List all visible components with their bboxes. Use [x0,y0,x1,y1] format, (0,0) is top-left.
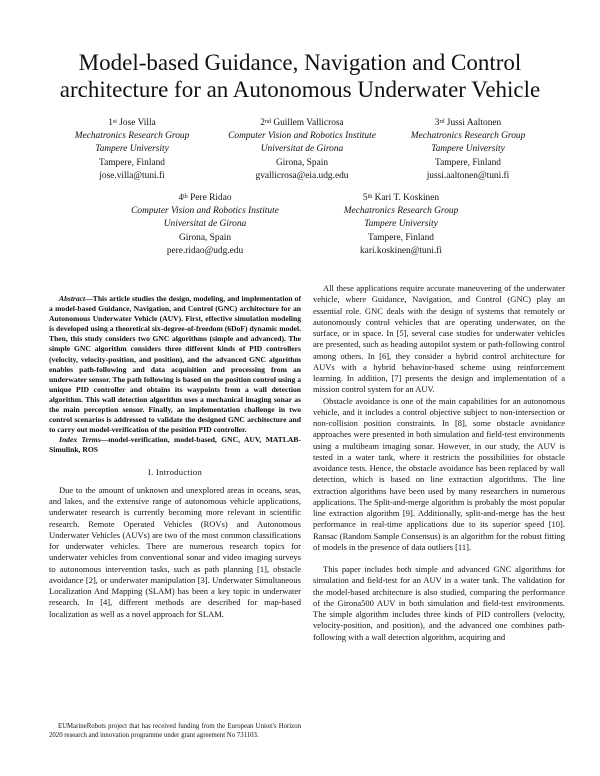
section-heading-introduction: I. Introduction [147,466,203,477]
author-email: jose.villa@tuni.fi [99,170,165,181]
author-location: Tampere, Finland [368,232,434,243]
author-block [111,192,299,258]
author-institution: Universitat de Girona [260,144,344,155]
left-column [49,294,301,620]
index-terms [49,435,301,455]
index-terms-text: —model-verification, model-based, GNC, AUV, MATLAB-Simulink, ROS [49,435,301,455]
right-column [313,283,565,643]
abstract-label: Abstract [59,294,86,303]
author-location: Girona, Spain [275,157,329,168]
author-institution: Tampere University [95,144,169,155]
body-paragraph: This paper includes both simple and advanced GNC algorithms for simulation and field-test for an AUV in a water tank. The validation for the model-based architecture is also studied, comparing the performance of the Girona500 AUV in both simulation and field-test environments. The simple algorithm includes three kinds of PID controllers (velocity, velocity-position, and position), and the advanced one combines path-following with a wall detection algorithm, acquiring and [313,564,565,642]
author-location: Tampere, Finland [435,157,501,168]
author-affiliation: Mechatronics Research Group [74,131,190,142]
author-email: kari.koskinen@tuni.fi [359,245,443,256]
author-affiliation: Mechatronics Research Group [343,206,459,217]
author-email: gvallicrosa@eia.udg.edu [255,170,349,181]
funding-footnote: EUMarineRobots project that has received funding from the European Union's Horizon 2020 research and innovation programme under grant agreement No 731103. [49,723,301,739]
author-affiliation: Computer Vision and Robotics Institute [131,206,279,217]
author-location: Girona, Spain [178,232,232,243]
paper-title: Model-based Guidance, Navigation and Control architecture for an Autonomous Underwater Vehicle [59,50,541,102]
author-name: 2nd Guillem Vallicrosa [260,118,344,128]
index-terms-label: Index Terms [59,435,101,445]
author-email: pere.ridao@udg.edu [166,245,244,256]
author-affiliation: Computer Vision and Robotics Institute [228,131,376,142]
body-paragraph: All these applications require accurate maneuvering of the underwater vehicle, where Guidance, Navigation, and Control (GNC) play an essential role. GNC deals with the design of systems that remotely or autonomously control vehicles that are operating underwater, on the surface, or in space. In [5], several case studies for underwater vehicles are presented, such as heading autopilot system or path-following control among others. In [6], they consider a hybrid control architecture for AUVs with a hybrid behavior-based scheme using reinforcement learning. In addition, [7] presents the design and implementation of a mission control system for an AUV. [313,283,565,395]
author-institution: Tampere University [431,144,505,155]
author-institution: Tampere University [364,219,438,230]
author-block [49,117,215,183]
intro-paragraph: Due to the amount of unknown and unexplored areas in oceans, seas, and lakes, and the extensive range of autonomous vehicle applications, underwater research is currently becoming more relevant in scientific research. Remote Operated Vehicles (ROVs) and Autonomous Underwater Vehicles (AUVs) are two of the most common classifications for underwater vehicles. There are numerous research topics for underwater vehicles from conventional sonar and video imaging surveys to autonomous intervention tasks, such as path planning [1], obstacle avoidance [2], or underwater manipulation [3]. Underwater Simultaneous Localization And Mapping (SLAM) has been a key topic in underwater research. In [4], different methods are described for map-based localization as well as a novel approach for SLAM. [49,484,301,619]
author-location: Tampere, Finland [99,157,165,168]
author-block [317,192,485,258]
body-paragraph: Obstacle avoidance is one of the main capabilities for an autonomous vehicle, and it includes a control objective subject to non-intersection or non-collision position constraints. In [8], some obstacle avoidance approaches were presented in both simulation and field-test environments using a multibeam imaging sonar. However, in our study, the AUV is tested in a water tank, where it restricts the possibilities for obstacle avoidance tests. Hence, the obstacle avoidance has been replaced by wall detection, which is based on line extraction algorithms. The line extraction algorithms have been used by many researchers in numerous applications. The Split-and-merge algorithm is probably the most popular line extraction algorithm [9]. Additionally, split-and-merge has the best performance in real-time applications due to its superior speed [10]. Ransac (Random Sample Consensus) is an algorithm for the robust fitting of models in the presence of data outliers [11]. [313,395,565,552]
abstract-text: —This article studies the design, modeling, and implementation of a model-based Guidance, Navigation, and Control (GNC) architecture for an Autonomous Underwater Vehicle (AUV). First, effective simulation modeling is developed using a theoretical six-degree-of-freedom (6DoF) dynamic model. Then, this study considers two GNC algorithms (simple and advanced). The simple GNC algorithm considers three different kinds of PID controllers (velocity, velocity-position, and position), and the advanced GNC algorithm enables path-following and data acquisition and processing from an underwater sensor. The path following is based on the position control using a unique PID controller and obtains its waypoints from a wall detection algorithm. This wall detection algorithm uses a mechanical imaging sonar as the main perception sensor. Finally, an implementation challenge in two control scenarios is addressed to validate the designed GNC architecture and to carry out model-verification of the position PID controller. [49,294,301,435]
author-affiliation: Mechatronics Research Group [410,131,526,142]
author-name: 4th Pere Ridao [178,193,232,203]
author-name: 3rd Jussi Aaltonen [434,118,502,128]
author-block [384,117,552,183]
author-block [208,117,396,183]
abstract [49,294,301,435]
author-institution: Universitat de Girona [163,219,247,230]
author-name: 5th Kari T. Koskinen [362,193,440,203]
author-name: 1st Jose Villa [108,118,156,128]
author-email: jussi.aaltonen@tuni.fi [426,170,510,181]
